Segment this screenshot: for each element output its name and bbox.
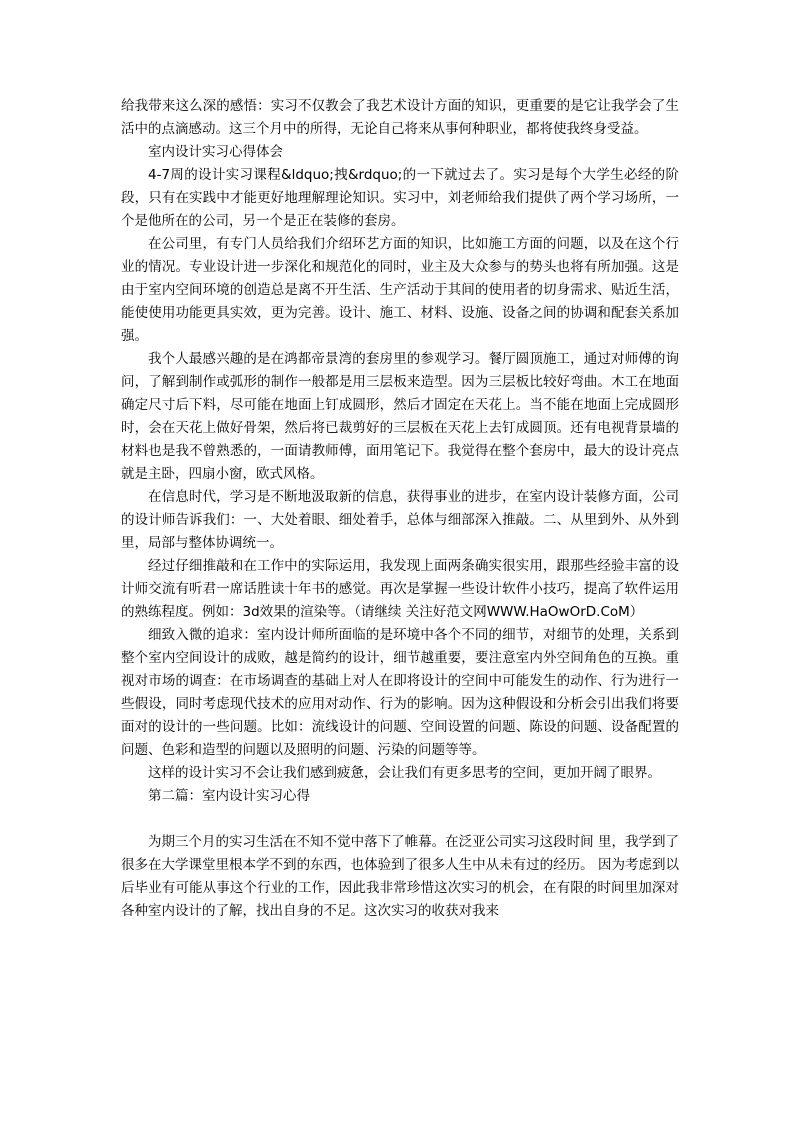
paragraph: 在公司里，有专门人员给我们介绍环艺方面的知识，比如施工方面的问题，以及在这个行业的情况。专业设计进一步深化和规范化的同时，业主及大众参与的势头也将有所加强。这是由于室内空间环境的创造总是离不开生活、生产活动于其间的使用者的切身需求、贴近生活，能使使用功能更具实效，更为完善。设计、施工、材料、设施、设备之间的协调和配套关系加强。 [121,236,679,344]
paragraph: 为期三个月的实习生活在不知不觉中落下了帷幕。在泛亚公司实习这段时间 里，我学到了很多在大学课堂里根本学不到的东西，也体验到了很多人生中从未有过的经历。 因为考虑到以后毕业有可能从事这个行业的工作，因此我非常珍惜这次实习的机会，在有限的时间里加深对各种室内设计的了解，找出自身的不足。这次实习的收获对我来 [121,834,679,919]
paragraph: 经过仔细推敲和在工作中的实际运用，我发现上面两条确实很实用，跟那些经验丰富的设计师交流有听君一席话胜读十年书的感觉。再次是掌握一些设计软件小技巧，提高了软件运用的熟练程度。例如：3d效果的渲染等。（请继续 关注好范文网WWW.HaOwOrD.CoM） [121,558,679,620]
paragraph: 4-7周的设计实习课程&ldquo;拽&rdquo;的一下就过去了。实习是每个大学生必经的阶段，只有在实践中才能更好地理解理论知识。实习中，刘老师给我们提供了两个学习场所，一个是他所在的公司，另一个是正在装修的套房。 [121,167,679,229]
paragraph: 这样的设计实习不会让我们感到疲惫，会让我们有更多思考的空间，更加开阔了眼界。 [148,765,661,781]
blank-line [121,808,679,831]
document-body [121,95,679,923]
paragraph: 细致入微的追求：室内设计师所面临的是环境中各个不同的细节，对细节的处理，关系到整个室内空间设计的成败，越是简约的设计，细节越重要，要注意室内外空间角色的互换。重视对市场的调查：在市场调查的基础上对人在即将设计的空间中可能发生的动作、行为进行一些假设，同时考虑现代技术的应用对动作、行为的影响。因为这种假设和分析会引出我们将要面对的设计的一些问题。比如：流线设计的问题、空间设置的问题、陈设的问题、设备配置的问题、色彩和造型的问题以及照明的问题、污染的问题等等。 [121,627,679,758]
paragraph: 在信息时代，学习是不断地汲取新的信息，获得事业的进步，在室内设计装修方面，公司的设计师告诉我们：一、大处着眼、细处着手，总体与细部深入推敲。二、从里到外、从外到里，局部与整体协调统一。 [121,489,679,551]
paragraph-continuation: 给我带来这么深的感悟：实习不仅教会了我艺术设计方面的知识，更重要的是它让我学会了生活中的点滴感动。这三个月中的所得，无论自己将来从事何种职业，都将使我终身受益。 [121,98,679,137]
paragraph: 我个人最感兴趣的是在鸿都帝景湾的套房里的参观学习。餐厅圆顶施工，通过对师傅的询问，了解到制作或弧形的制作一般都是用三层板来造型。因为三层板比较好弯曲。木工在地面确定尺寸后下料，尽可能在地面上钉成圆形，然后才固定在天花上。当不能在地面上完成圆形时，会在天花上做好骨架，然后将已裁剪好的三层板在天花上去钉成圆顶。还有电视背景墙的材料也是我不曾熟悉的，一面请教师傅，面用笔记下。我觉得在整个套房中，最大的设计亮点就是主卧，四扇小窗，欧式风格。 [121,351,679,482]
section-heading-part-two: 第二篇：室内设计实习心得 [148,788,310,804]
section-heading-internship-experience: 室内设计实习心得体会 [148,144,283,160]
